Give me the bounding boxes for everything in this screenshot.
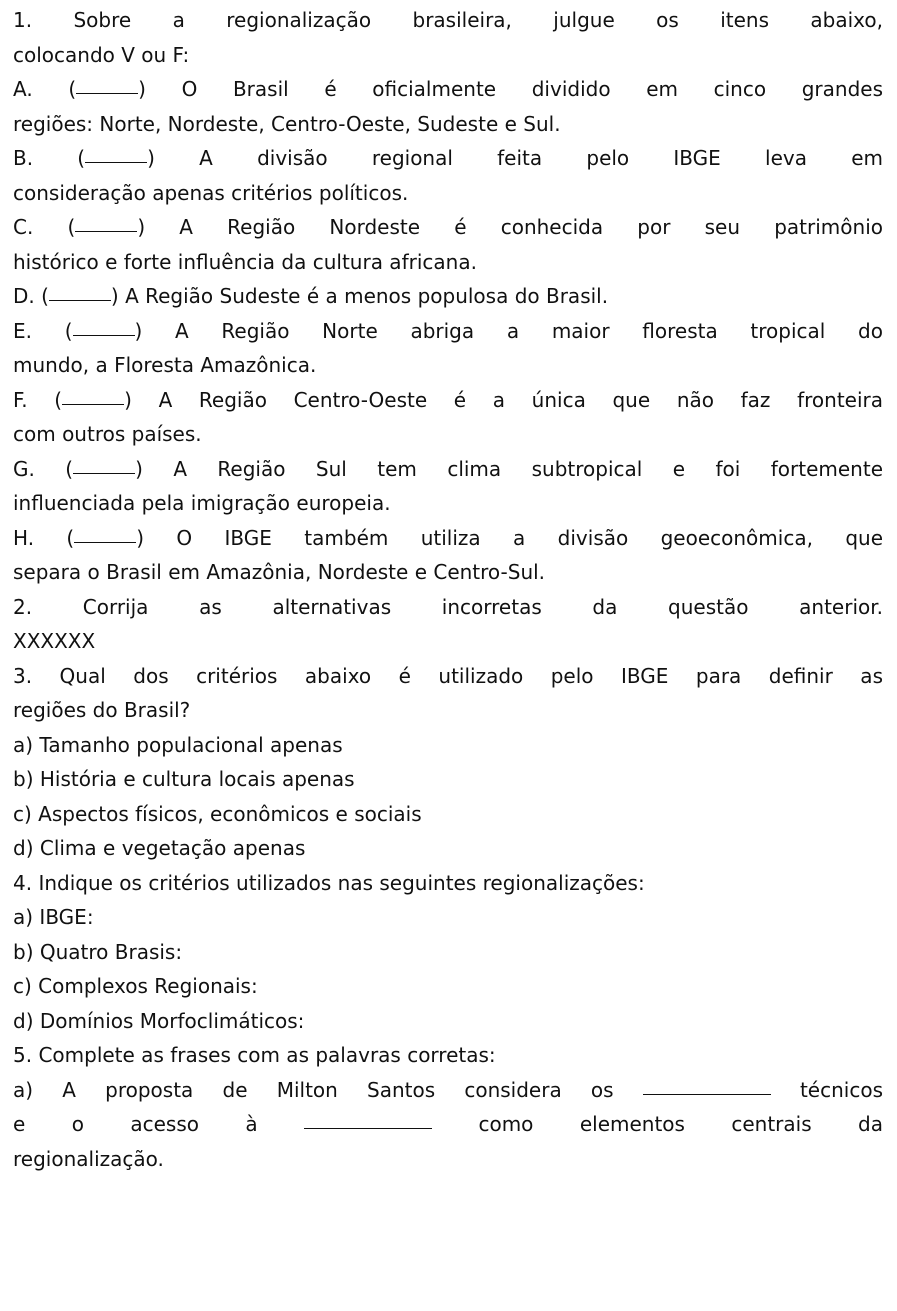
answer-blank[interactable] (74, 524, 136, 543)
answer-blank[interactable] (49, 282, 111, 301)
answer-blank[interactable] (73, 455, 135, 474)
q1-item-b-cont: consideração apenas critérios políticos. (13, 180, 409, 205)
q5-a-line2: e o acesso à como elementos centrais da (13, 1112, 883, 1136)
answer-blank[interactable] (85, 144, 147, 163)
q3-text-cont: regiões do Brasil? (13, 698, 191, 722)
q4-option-b: b) Quatro Brasis: (13, 939, 183, 964)
q1-item-f-cont: com outros países. (13, 422, 202, 446)
q3-option-c: c) Aspectos físicos, econômicos e sociais (13, 801, 422, 826)
q3-option-d: d) Clima e vegetação apenas (13, 836, 306, 860)
answer-blank[interactable] (76, 75, 138, 94)
q1-item-a-cont: regiões: Norte, Nordeste, Centro-Oeste, Sudeste e Sul. (13, 111, 561, 136)
q1-item-e-cont: mundo, a Floresta Amazônica. (13, 353, 317, 377)
q5-a-line1: a) A proposta de Milton Santos considera os técnicos (13, 1077, 883, 1102)
q4-option-c: c) Complexos Regionais: (13, 974, 258, 998)
q1-item-e: E. ( ) A Região Norte abriga a maior floresta tropical do (13, 318, 883, 343)
q4-option-a: a) IBGE: (13, 905, 94, 929)
q1-item-h-cont: separa o Brasil em Amazônia, Nordeste e Centro-Sul. (13, 560, 546, 584)
q1-item-h: H. ( ) O IBGE também utiliza a divisão geoeconômica, que (13, 525, 883, 550)
q1-item-a: A. ( ) O Brasil é oficialmente dividido em cinco grandes (13, 77, 883, 101)
q4-text: 4. Indique os critérios utilizados nas seguintes regionalizações: (13, 870, 645, 895)
answer-blank[interactable] (62, 386, 124, 405)
q2-answer: XXXXXX (13, 629, 96, 653)
q1-item-c-cont: histórico e forte influência da cultura africana. (13, 249, 477, 274)
answer-blank[interactable] (73, 317, 135, 336)
q5-text: 5. Complete as frases com as palavras corretas: (13, 1043, 496, 1067)
q1-item-g: G. ( ) A Região Sul tem clima subtropical e foi fortemente (13, 456, 884, 481)
q1-intro-cont: colocando V ou F: (13, 42, 190, 67)
q1-item-c: C. ( ) A Região Nordeste é conhecida por seu patrimônio (13, 215, 883, 239)
fill-blank[interactable] (304, 1110, 432, 1129)
q1-item-g-cont: influenciada pela imigração europeia. (13, 491, 391, 515)
q1-item-f: F. ( ) A Região Centro-Oeste é a única que não faz fronteira (13, 387, 883, 412)
q3-text: 3. Qual dos critérios abaixo é utilizado pelo IBGE para definir as (13, 663, 883, 688)
answer-blank[interactable] (75, 213, 137, 232)
q3-option-b: b) História e cultura locais apenas (13, 767, 355, 791)
q3-option-a: a) Tamanho populacional apenas (13, 732, 343, 757)
q1-item-b: B. ( ) A divisão regional feita pelo IBGE leva em (13, 146, 883, 170)
fill-blank[interactable] (643, 1076, 771, 1095)
q1-item-d: D. ( ) A Região Sudeste é a menos populosa do Brasil. (13, 284, 609, 308)
q5-a-line3: regionalização. (13, 1146, 164, 1171)
q1-intro: 1. Sobre a regionalização brasileira, julgue os itens abaixo, (13, 8, 883, 32)
q4-option-d: d) Domínios Morfoclimáticos: (13, 1008, 305, 1033)
q2-text: 2. Corrija as alternativas incorretas da questão anterior. (13, 594, 883, 619)
